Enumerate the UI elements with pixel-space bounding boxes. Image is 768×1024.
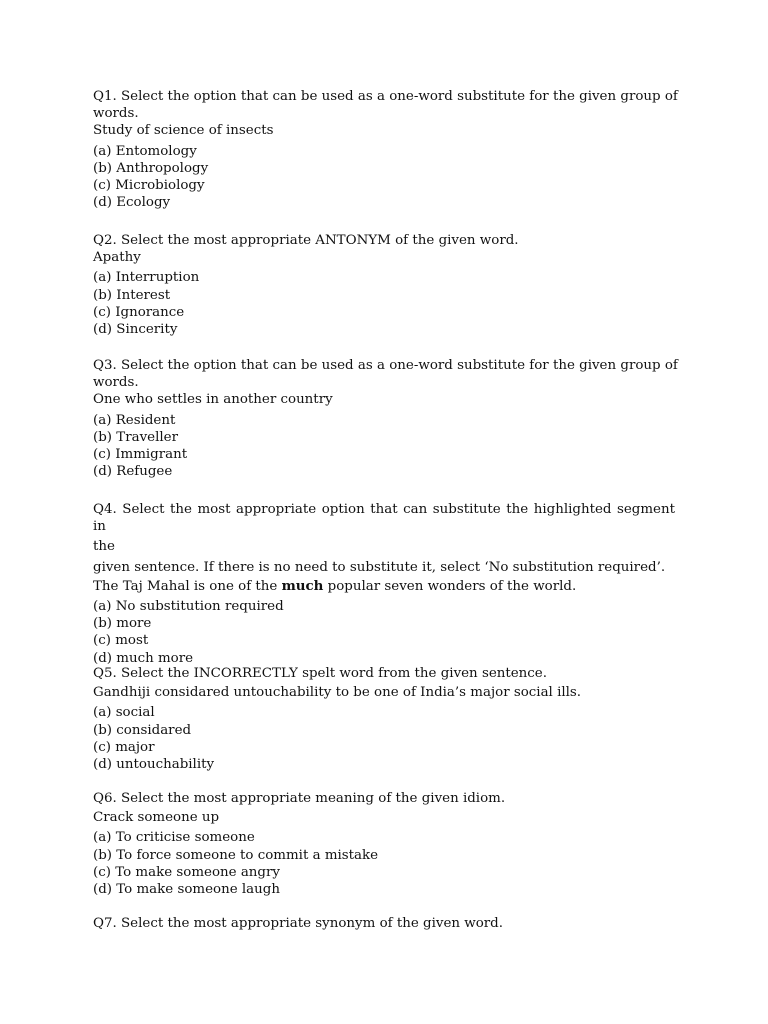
answer-option-a: (a) Entomology [93,143,197,159]
question-3 [93,357,678,480]
answer-option-d: (d) Ecology [93,195,171,211]
question-7 [93,915,675,932]
answer-option-c: (c) To make someone angry [93,864,280,880]
answer-option-c: (c) most [93,633,149,649]
question-stem: Crack someone up [93,810,220,826]
question-stem [93,578,675,595]
answer-option-b: (b) considared [93,722,192,738]
question-1 [93,88,678,211]
answer-option-d: (d) Sincerity [93,322,178,338]
stem-text-before: The Taj Mahal is one of the [93,578,282,594]
question-2 [93,232,675,338]
question-prompt-line: Q7. Select the most appropriate synonym of the given word. [93,916,504,931]
answer-option-a: (a) To criticise someone [93,830,255,846]
answer-option-b: (b) Traveller [93,429,178,445]
question-prompt-line: Q3. Select the option that can be used as a one-word substitute for the given group of [93,358,678,373]
question-stem: Gandhiji considared untouchability to be one of India’s major social ills. [93,685,582,701]
question-prompt-line: words. [93,106,139,122]
question-stem: Study of science of insects [93,123,274,139]
question-6 [93,790,675,898]
question-prompt-line: Q5. Select the INCORRECTLY spelt word from the given sentence. [93,666,547,681]
question-prompt-line: words. [93,375,139,391]
answer-option-d: (d) untouchability [93,757,215,773]
question-prompt-line: the [93,539,115,555]
answer-option-d: (d) Refugee [93,464,173,480]
question-4 [93,501,675,667]
answer-option-b: (b) more [93,616,152,632]
answer-option-d: (d) To make someone laugh [93,882,280,898]
question-prompt-line: Q1. Select the option that can be used as a one-word substitute for the given group of [93,89,678,104]
answer-option-c: (c) Ignorance [93,304,185,320]
answer-option-c: (c) Immigrant [93,447,188,463]
question-prompt-line: Q4. Select the most appropriate option that can substitute the highlighted segment in [93,502,675,535]
answer-option-b: (b) To force someone to commit a mistake [93,847,379,863]
question-prompt-line: Q2. Select the most appropriate ANTONYM of the given word. [93,233,519,248]
answer-option-a: (a) Resident [93,412,176,428]
stem-text-after: popular seven wonders of the world. [323,578,577,594]
answer-option-a: (a) Interruption [93,270,200,286]
answer-option-b: (b) Anthropology [93,160,209,176]
answer-option-d: (d) much more [93,650,194,666]
question-stem: One who settles in another country [93,392,333,408]
answer-option-c: (c) major [93,739,155,755]
question-prompt-line: given sentence. If there is no need to substitute it, select ‘No substitution required’. [93,559,666,575]
answer-option-a: (a) social [93,705,155,721]
answer-option-a: (a) No substitution required [93,599,284,615]
question-stem: Apathy [93,250,141,266]
answer-option-c: (c) Microbiology [93,178,205,194]
question-5 [93,665,675,773]
question-prompt-line: Q6. Select the most appropriate meaning of the given idiom. [93,791,506,806]
highlighted-segment: much [281,577,324,594]
answer-option-b: (b) Interest [93,287,171,303]
